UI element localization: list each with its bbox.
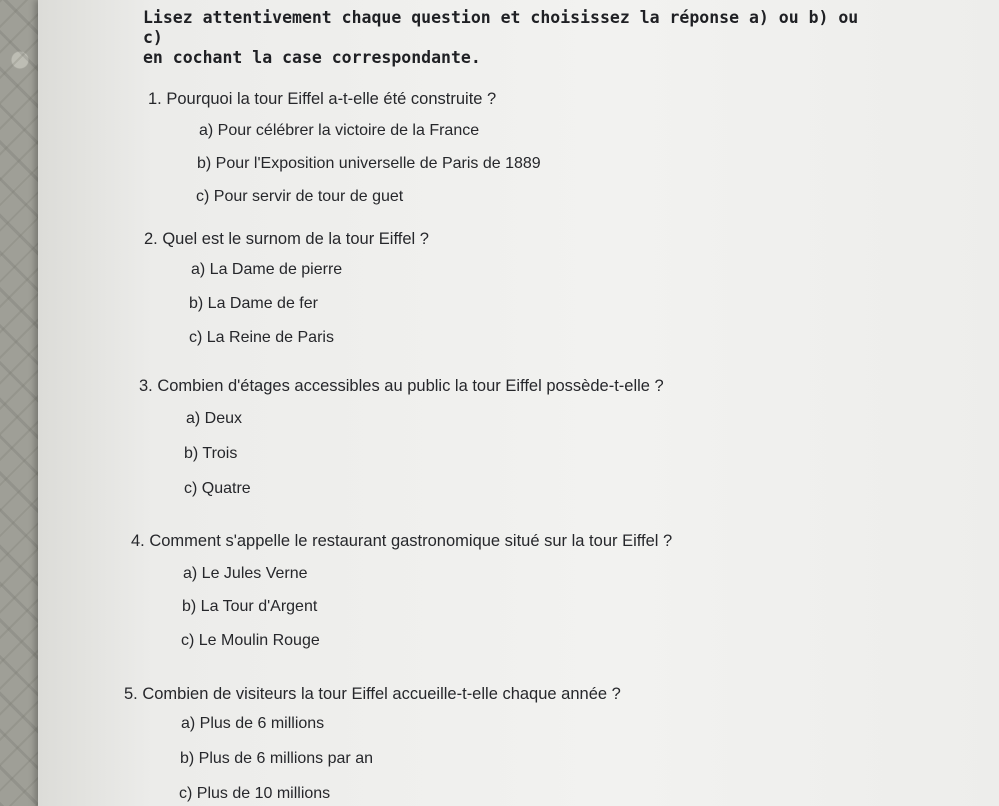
instructions-line-2: en cochant la case correspondante. <box>143 48 481 67</box>
instructions-line-1: Lisez attentivement chaque question et choisissez la réponse a) ou b) ou c) <box>143 8 859 47</box>
question-3-option-a[interactable]: a) Deux <box>186 410 243 427</box>
instructions <box>143 8 863 68</box>
question-1-option-b[interactable]: b) Pour l'Exposition universelle de Paris de 1889 <box>197 155 541 172</box>
question-5-option-c[interactable]: c) Plus de 10 millions <box>179 785 331 802</box>
question-2: 2. Quel est le surnom de la tour Eiffel ? <box>144 230 429 248</box>
question-1-option-a[interactable]: a) Pour célébrer la victoire de la France <box>199 122 480 139</box>
question-3-option-b[interactable]: b) Trois <box>184 445 238 462</box>
question-3-option-c[interactable]: c) Quatre <box>184 480 251 497</box>
question-1-option-c[interactable]: c) Pour servir de tour de guet <box>196 188 404 205</box>
question-4-option-b[interactable]: b) La Tour d'Argent <box>182 598 318 615</box>
question-5-option-b[interactable]: b) Plus de 6 millions par an <box>180 750 373 767</box>
question-3: 3. Combien d'étages accessibles au public la tour Eiffel possède-t-elle ? <box>139 377 664 395</box>
question-2-option-a[interactable]: a) La Dame de pierre <box>191 261 343 278</box>
question-2-option-c[interactable]: c) La Reine de Paris <box>189 329 334 346</box>
background-floor <box>0 0 42 806</box>
question-5: 5. Combien de visiteurs la tour Eiffel accueille-t-elle chaque année ? <box>124 685 621 703</box>
question-4-option-a[interactable]: a) Le Jules Verne <box>183 565 308 582</box>
question-5-option-a[interactable]: a) Plus de 6 millions <box>181 715 325 732</box>
question-4: 4. Comment s'appelle le restaurant gastronomique situé sur la tour Eiffel ? <box>131 532 673 550</box>
question-4-option-c[interactable]: c) Le Moulin Rouge <box>181 632 320 649</box>
question-2-option-b[interactable]: b) La Dame de fer <box>189 295 318 312</box>
question-1: 1. Pourquoi la tour Eiffel a-t-elle été construite ? <box>148 90 497 108</box>
